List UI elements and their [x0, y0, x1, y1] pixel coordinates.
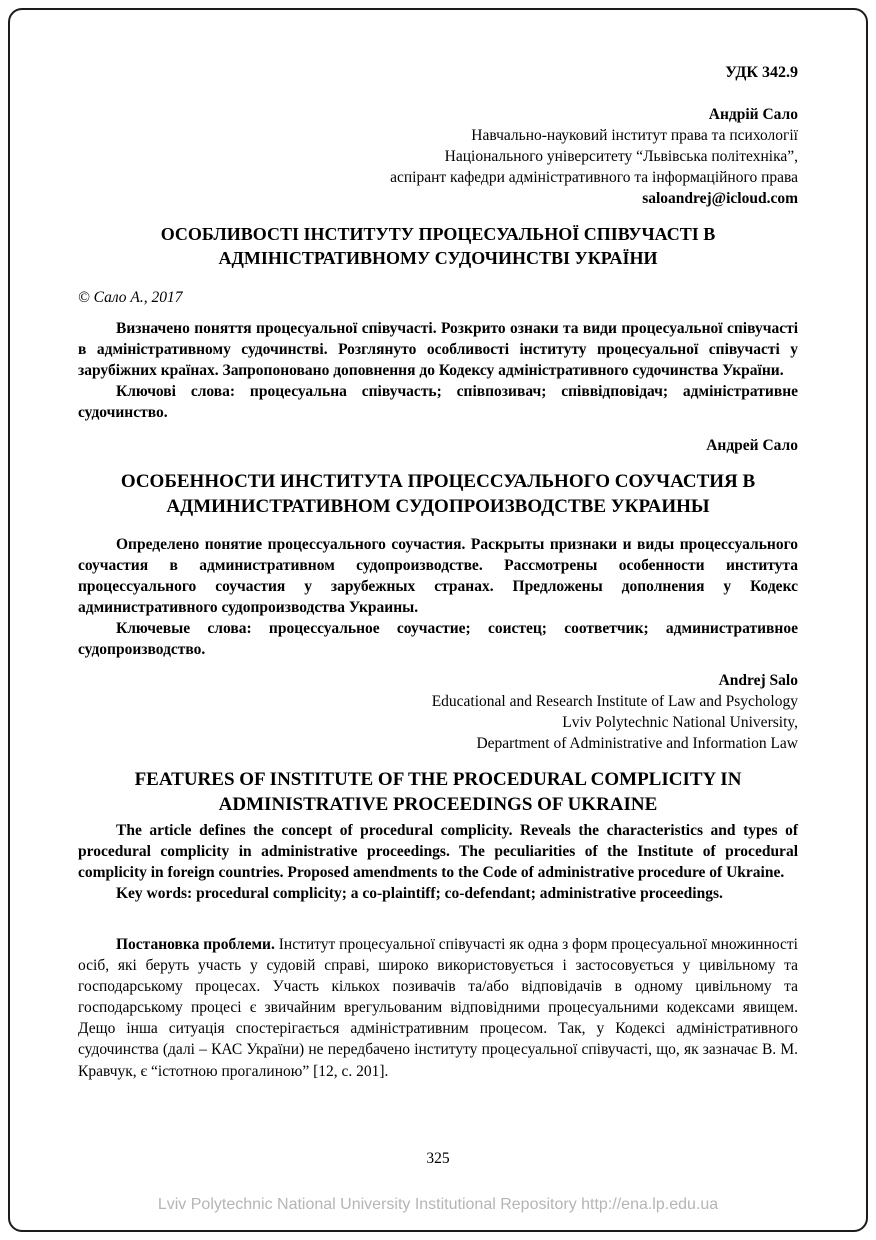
- en-affiliation-line-2: Lviv Polytechnic National University,: [562, 714, 798, 732]
- page-number: 325: [426, 1150, 450, 1167]
- body-section-text: Інститут процесуальної співучасті як одна з форм процесуальної множинності осіб, які беруть участь у судовій справі, широко використовується і застосовується у цивільному та господарському процесах. Участь кількох позивачів та/або відповідачів в одному цивільному та господарському процесі є звичайним врегульованим відповідними процесуальними кодексами явищем. Дещо інша ситуація спостерігається адміністративним процесом. Так, у Кодексі адміністративного судочинства (далі – КАС України) не передбачено інституту процесуальної співучасті, що, як зазначає В. М. Кравчук, є “істотною прогалиною” [12, с. 201].: [78, 936, 798, 1080]
- ru-title: ОСОБЕННОСТИ ИНСТИТУТА ПРОЦЕССУАЛЬНОГО СОУЧАСТИЯ В АДМИНИСТРАТИВНОМ СУДОПРОИЗВОДСТВЕ УКРАИНЫ: [120, 471, 756, 517]
- ua-keywords: Ключові слова: процесуальна співучасть; співпозивач; співвідповідач; адміністративне судочинство.: [78, 382, 798, 422]
- ua-affiliation-line-3: аспірант кафедри адміністративного та інформаційного права: [390, 168, 798, 186]
- ua-author-name: Андрій Сало: [708, 105, 798, 123]
- ua-affiliation-line-2: Національного університету “Львівська політехніка”,: [444, 147, 798, 165]
- ru-keywords: Ключевые слова: процессуальное соучастие; соистец; соответчик; административное судопроизводство.: [78, 619, 798, 658]
- ua-affiliation-line-1: Навчально-науковий інститут права та психології: [471, 126, 798, 144]
- body-paragraph: [78, 934, 798, 1082]
- body-section-heading: Постановка проблеми.: [116, 936, 275, 954]
- ua-author-block: [78, 104, 798, 209]
- ru-abstract: Определено понятие процессуального соучастия. Раскрыты признаки и виды процессуального соучастия в административном судопроизводстве. Рассмотрены особенности института процессуального соучастия у зарубежных странах. Предложены дополнения у Кодекс административного судопроизводства Украины.: [78, 535, 798, 616]
- ru-author-block: [78, 435, 798, 456]
- ua-author-email: saloandrej@icloud.com: [642, 190, 798, 208]
- en-affiliation-line-1: Educational and Research Institute of Law and Psychology: [431, 693, 798, 711]
- en-keywords: Key words: procedural complicity; a co-plaintiff; co-defendant; administrative proceedings.: [116, 884, 723, 902]
- repository-footer: Lviv Polytechnic National University Institutional Repository http://ena.lp.edu.ua: [157, 1196, 719, 1213]
- udc-code: УДК 342.9: [725, 64, 798, 81]
- ru-author-name: Андрей Сало: [706, 437, 798, 455]
- en-author-name: Andrej Salo: [718, 672, 798, 690]
- ua-abstract: Визначено поняття процесуальної співучасті. Розкрито ознаки та види процесуальної співучасті в адміністративному судочинстві. Розглянуто особливості інституту процесуальної співучасті у зарубіжних країнах. Запропоновано доповнення до Кодексу адміністративного судочинства України.: [78, 319, 798, 379]
- ua-title: ОСОБЛИВОСТІ ІНСТИТУТУ ПРОЦЕСУАЛЬНОЇ СПІВУЧАСТІ В АДМІНІСТРАТИВНОМУ СУДОЧИНСТВІ УКРАЇНИ: [160, 224, 716, 268]
- copyright-line: © Сало А., 2017: [78, 288, 183, 306]
- en-title: FEATURES OF INSTITUTE OF THE PROCEDURAL COMPLICITY IN ADMINISTRATIVE PROCEEDINGS OF UKRAINE: [134, 769, 742, 816]
- en-abstract: The article defines the concept of procedural complicity. Reveals the characteristics and types of procedural complicity in administrative proceedings. The peculiarities of the Institute of procedural complicity in foreign countries. Proposed amendments to the Code of administrative procedure of Ukraine.: [78, 821, 798, 881]
- en-affiliation-line-3: Department of Administrative and Information Law: [476, 735, 798, 753]
- en-author-block: [78, 670, 798, 754]
